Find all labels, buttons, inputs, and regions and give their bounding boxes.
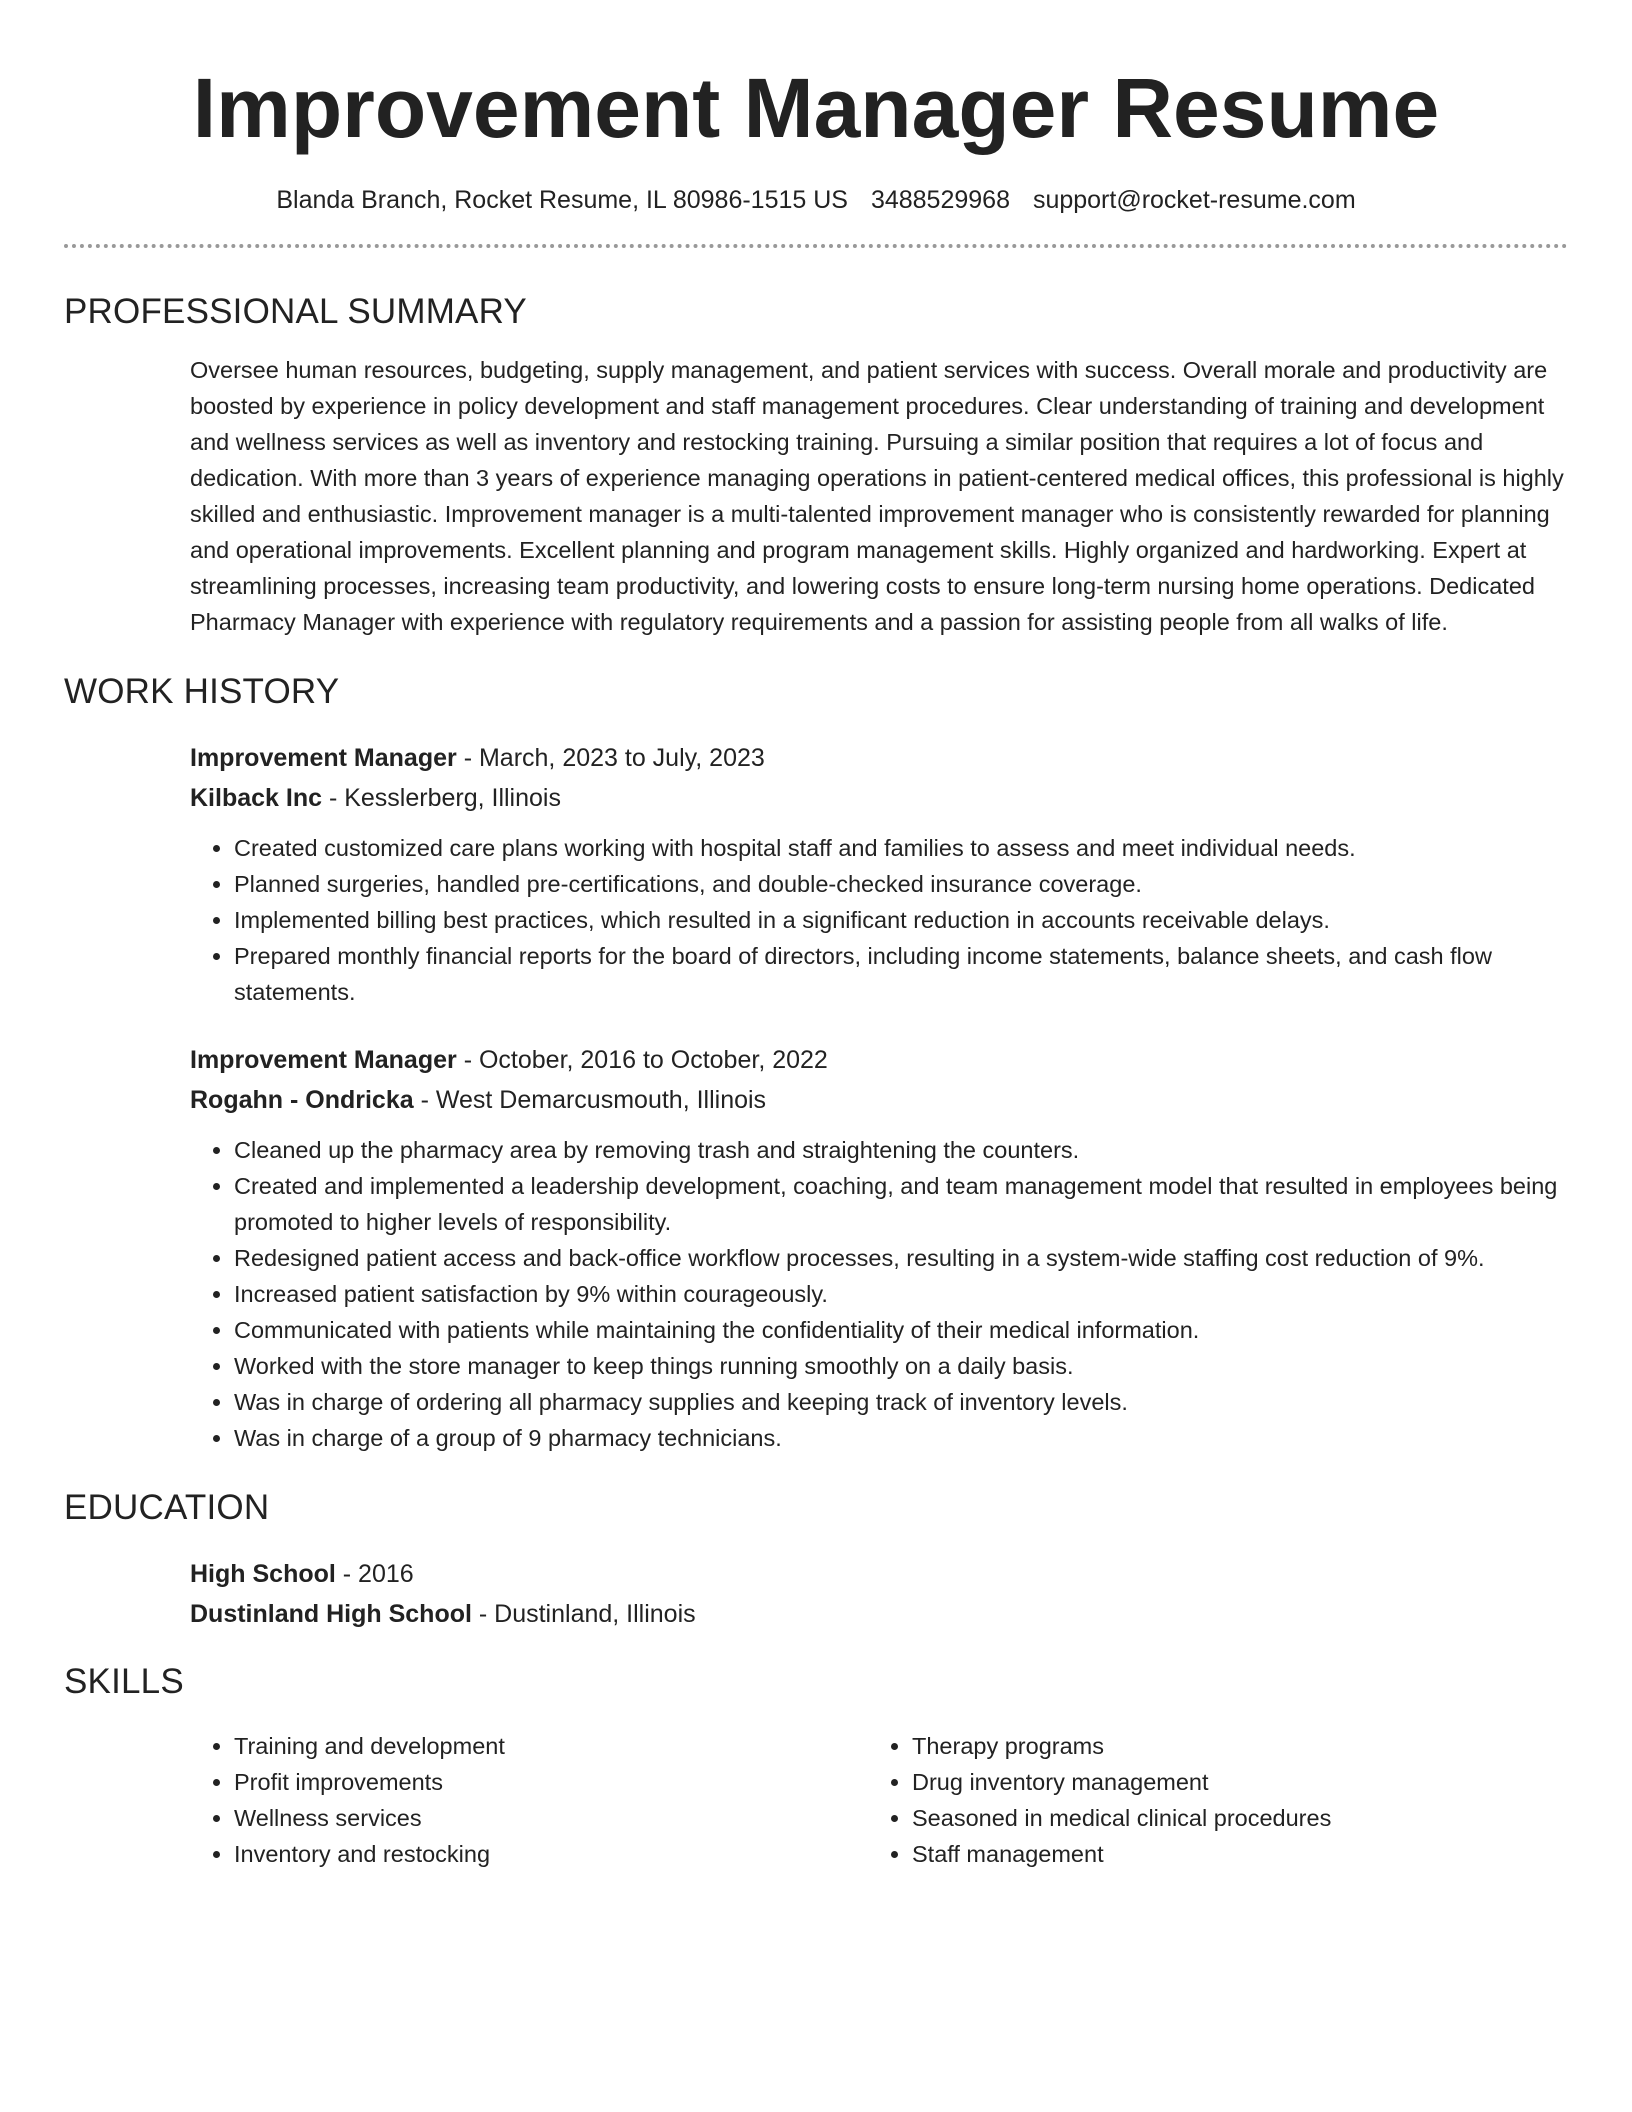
work-history-heading: WORK HISTORY xyxy=(64,672,340,711)
education-degree-line xyxy=(190,1554,1568,1594)
skill-item: • Seasoned in medical clinical procedures xyxy=(912,1800,1546,1836)
job-company-line xyxy=(190,1080,1568,1120)
job-bullet: • Increased patient satisfaction by 9% within courageously. xyxy=(234,1276,1568,1312)
header-divider xyxy=(64,244,1568,248)
contact-phone: 3488529968 xyxy=(870,186,1010,214)
job-bullet: • Prepared monthly financial reports for the board of directors, including income statements, balance sheets, and cash flow statements. xyxy=(234,938,1568,1010)
skill-item: • Drug inventory management xyxy=(912,1764,1546,1800)
skill-item: • Training and development xyxy=(234,1728,868,1764)
job-title: Improvement Manager xyxy=(190,744,457,772)
skill-item: • Wellness services xyxy=(234,1800,868,1836)
skills-heading: SKILLS xyxy=(64,1662,184,1701)
job-title-line xyxy=(190,1040,1568,1080)
job-bullets xyxy=(190,830,1568,1010)
job-entry xyxy=(190,738,1568,1010)
job-bullet: • Planned surgeries, handled pre-certifications, and double-checked insurance coverage. xyxy=(234,866,1568,902)
skills-column-right xyxy=(868,1728,1546,1872)
job-bullet: • Redesigned patient access and back-office workflow processes, resulting in a system-wide staffing cost reduction of 9%. xyxy=(234,1240,1568,1276)
education-heading: EDUCATION xyxy=(64,1488,270,1527)
job-dates: - March, 2023 to July, 2023 xyxy=(456,744,765,772)
summary-heading: PROFESSIONAL SUMMARY xyxy=(64,292,527,331)
job-company-line xyxy=(190,778,1568,818)
education-entry xyxy=(190,1554,1568,1634)
education-location: - Dustinland, Illinois xyxy=(471,1600,696,1628)
job-company: Rogahn - Ondricka xyxy=(190,1086,414,1114)
contact-line xyxy=(64,182,1568,218)
job-bullet: • Cleaned up the pharmacy area by removing trash and straightening the counters. xyxy=(234,1132,1568,1168)
education-degree: High School xyxy=(190,1560,336,1588)
job-bullet: • Was in charge of a group of 9 pharmacy technicians. xyxy=(234,1420,1568,1456)
job-title: Improvement Manager xyxy=(190,1046,457,1074)
education-school: Dustinland High School xyxy=(190,1600,472,1628)
job-entry xyxy=(190,1040,1568,1456)
job-location: - Kesslerberg, Illinois xyxy=(322,784,561,812)
job-title-line xyxy=(190,738,1568,778)
job-location: - West Demarcusmouth, Illinois xyxy=(413,1086,767,1114)
summary-text: Oversee human resources, budgeting, supply management, and patient services with success. Overall morale and productivity are boosted by experience in policy development and staff management procedures. Clear understanding of training and development and wellness services as well as inventory and restocking training. Pursuing a similar position that requires a lot of focus and dedication. With more than 3 years of experience managing operations in patient-centered medical offices, this professional is highly skilled and enthusiastic. Improvement manager is a multi-talented improvement manager who is consistently rewarded for planning and operational improvements. Excellent planning and program management skills. Highly organized and hardworking. Expert at streamlining processes, increasing team productivity, and lowering costs to ensure long-term nursing home operations. Dedicated Pharmacy Manager with experience with regulatory requirements and a passion for assisting people from all walks of life. xyxy=(190,357,1564,635)
job-dates: - October, 2016 to October, 2022 xyxy=(456,1046,828,1074)
job-bullet: • Created and implemented a leadership development, coaching, and team management model that resulted in employees being promoted to higher levels of responsibility. xyxy=(234,1168,1568,1240)
skills-grid xyxy=(190,1728,1568,1872)
education-school-line xyxy=(190,1594,1568,1634)
job-bullet: • Created customized care plans working with hospital staff and families to assess and meet individual needs. xyxy=(234,830,1568,866)
resume-page xyxy=(64,0,1568,1872)
skill-item: • Staff management xyxy=(912,1836,1546,1872)
job-bullet: • Was in charge of ordering all pharmacy supplies and keeping track of inventory levels. xyxy=(234,1384,1568,1420)
page-title: Improvement Manager Resume xyxy=(192,61,1440,155)
job-company: Kilback Inc xyxy=(190,784,322,812)
skill-item: • Therapy programs xyxy=(912,1728,1546,1764)
contact-email: support@rocket-resume.com xyxy=(1032,186,1356,214)
job-bullets xyxy=(190,1132,1568,1456)
skills-column-left xyxy=(190,1728,868,1872)
job-bullet: • Worked with the store manager to keep things running smoothly on a daily basis. xyxy=(234,1348,1568,1384)
contact-address: Blanda Branch, Rocket Resume, IL 80986-1515 US xyxy=(276,186,848,214)
job-bullet: • Communicated with patients while maintaining the confidentiality of their medical information. xyxy=(234,1312,1568,1348)
education-year: - 2016 xyxy=(335,1560,414,1588)
skill-item: • Profit improvements xyxy=(234,1764,868,1800)
job-bullet: • Implemented billing best practices, which resulted in a significant reduction in accounts receivable delays. xyxy=(234,902,1568,938)
skill-item: • Inventory and restocking xyxy=(234,1836,868,1872)
